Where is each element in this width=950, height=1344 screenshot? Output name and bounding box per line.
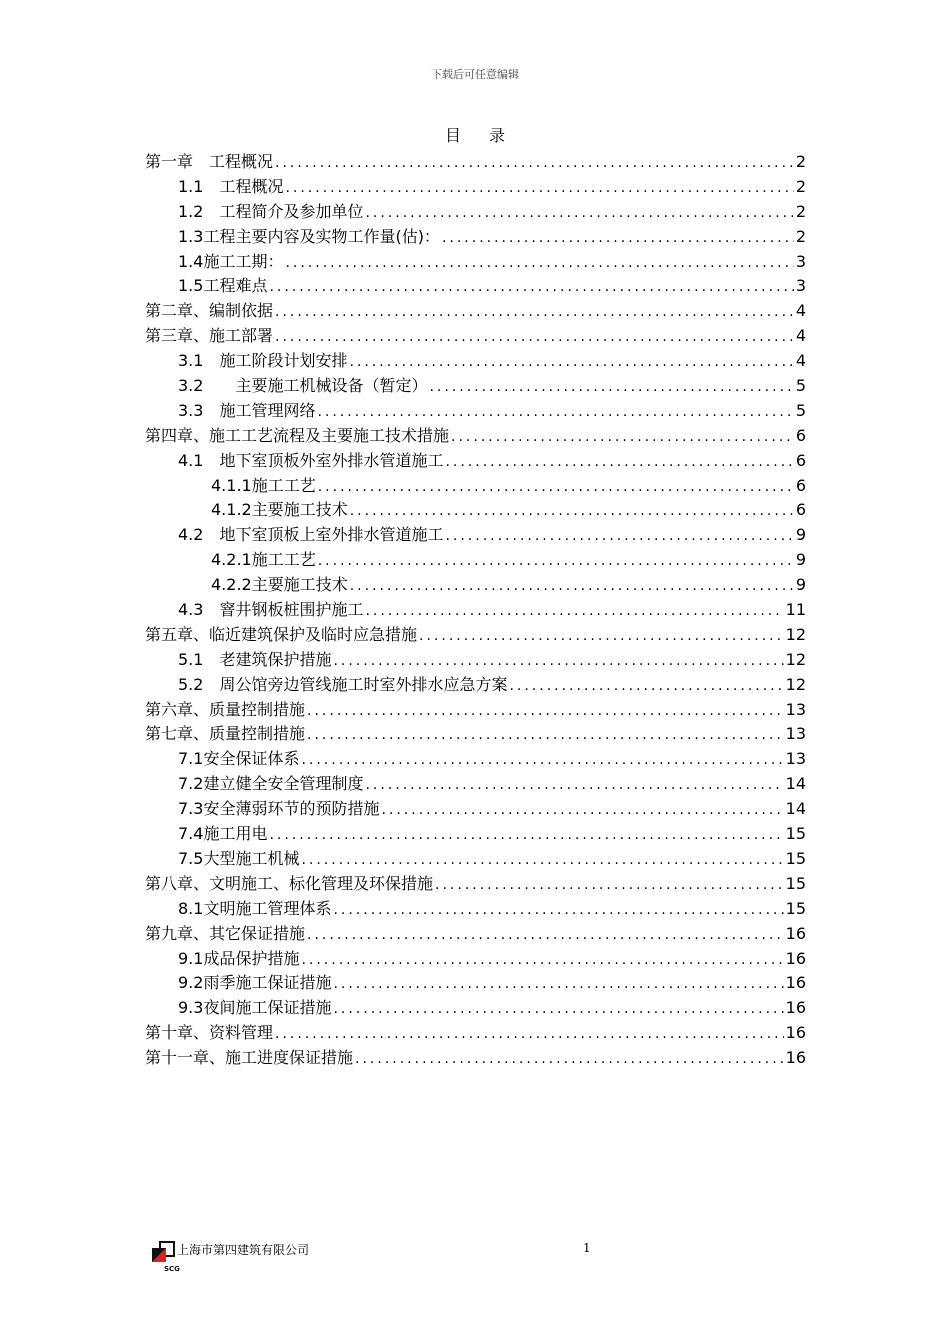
toc-entry[interactable]: [145, 598, 806, 623]
toc-entry[interactable]: [145, 822, 806, 847]
toc-entry-page: 16: [785, 948, 806, 968]
toc-entry-page: 15: [785, 848, 806, 868]
logo-text: SCG: [164, 1265, 180, 1272]
toc-leader-dots: [275, 1022, 784, 1047]
toc-leader-dots: [269, 823, 783, 848]
toc-entry-page: 9: [795, 575, 806, 595]
toc-entry-page: 16: [785, 923, 806, 943]
toc-entry-label: 第四章、施工工艺流程及主要施工技术措施: [145, 425, 450, 445]
toc-leader-dots: [301, 748, 783, 773]
toc-leader-dots: [307, 723, 784, 748]
company-name: 上海市第四建筑有限公司: [177, 1243, 310, 1257]
toc-entry-page: 3: [795, 251, 806, 271]
toc-leader-dots: [419, 624, 784, 649]
toc-entry-page: 2: [795, 201, 806, 221]
toc-entry-label: 4.2 地下室顶板上室外排水管道施工: [178, 525, 444, 545]
toc-entry-page: 2: [795, 176, 806, 196]
toc-entry-page: 5: [795, 376, 806, 396]
toc-leader-dots: [435, 873, 784, 898]
toc-entry-label: 第五章、临近建筑保护及临时应急措施: [145, 624, 418, 644]
toc-entry-label: 4.2.2主要施工技术: [211, 575, 348, 595]
toc-entry-page: 16: [785, 1023, 806, 1043]
toc-entry-page: 4: [795, 301, 806, 321]
toc-entry[interactable]: [145, 1021, 806, 1046]
toc-leader-dots: [355, 1047, 784, 1072]
toc-entry[interactable]: [145, 623, 806, 648]
toc-entry-page: 12: [785, 624, 806, 644]
toc-entry-label: 第三章、施工部署: [145, 326, 274, 346]
toc-entry-page: 5: [795, 400, 806, 420]
toc-entry-page: 15: [785, 873, 806, 893]
toc-leader-dots: [275, 300, 794, 325]
toc-entry-page: 2: [795, 152, 806, 171]
toc-entry[interactable]: [145, 722, 806, 747]
toc-entry[interactable]: [145, 922, 806, 947]
toc-leader-dots: [318, 549, 794, 574]
toc-entry-page: 13: [785, 724, 806, 744]
table-of-contents: [145, 150, 806, 1071]
toc-leader-dots: [333, 972, 783, 997]
toc-entry[interactable]: [145, 324, 806, 349]
toc-entry[interactable]: [145, 274, 806, 299]
toc-leader-dots: [318, 475, 794, 500]
toc-leader-dots: [445, 450, 793, 475]
toc-entry[interactable]: [145, 449, 806, 474]
toc-leader-dots: [333, 649, 783, 674]
toc-entry-label: 8.1文明施工管理体系: [178, 898, 332, 918]
toc-entry-label: 4.3 窨井钢板桩围护施工: [178, 600, 364, 620]
toc-title: 目录: [444, 126, 533, 145]
toc-leader-dots: [451, 425, 794, 450]
toc-entry-page: 6: [795, 475, 806, 495]
toc-leader-dots: [365, 201, 793, 226]
toc-entry[interactable]: [145, 847, 806, 872]
toc-entry-label: 5.1 老建筑保护措施: [178, 649, 332, 669]
toc-entry-label: 第十一章、施工进度保证措施: [145, 1048, 354, 1068]
toc-entry-page: 13: [785, 749, 806, 769]
toc-entry[interactable]: [145, 175, 806, 200]
toc-entry-page: 9: [795, 525, 806, 545]
page-number: 1: [583, 1241, 591, 1255]
toc-entry[interactable]: [145, 797, 806, 822]
toc-entry[interactable]: [145, 673, 806, 698]
toc-entry-page: 11: [785, 600, 806, 620]
toc-leader-dots: [285, 176, 793, 201]
toc-entry-label: 第一章 工程概况: [145, 152, 274, 171]
toc-entry[interactable]: [145, 548, 806, 573]
toc-leader-dots: [349, 350, 793, 375]
toc-entry[interactable]: [145, 872, 806, 897]
toc-entry-page: 16: [785, 1048, 806, 1068]
toc-entry-label: 9.1成品保护措施: [178, 948, 300, 968]
toc-entry-label: 9.3夜间施工保证措施: [178, 998, 332, 1018]
toc-leader-dots: [307, 923, 784, 948]
toc-entry-page: 15: [785, 898, 806, 918]
toc-entry[interactable]: [145, 498, 806, 523]
toc-entry[interactable]: [145, 374, 806, 399]
toc-entry-page: 4: [795, 351, 806, 371]
toc-entry-page: 6: [795, 450, 806, 470]
toc-leader-dots: [429, 375, 793, 400]
toc-leader-dots: [275, 151, 794, 176]
toc-entry-label: 9.2雨季施工保证措施: [178, 973, 332, 993]
toc-entry-label: 7.2建立健全安全管理制度: [178, 774, 364, 794]
toc-leader-dots: [301, 948, 783, 973]
toc-leader-dots: [269, 275, 793, 300]
toc-entry-page: 16: [785, 973, 806, 993]
toc-entry[interactable]: [145, 523, 806, 548]
toc-entry-label: 3.1 施工阶段计划安排: [178, 351, 348, 371]
toc-entry[interactable]: [145, 996, 806, 1021]
toc-entry[interactable]: [145, 150, 806, 175]
toc-entry-label: 第七章、质量控制措施: [145, 724, 306, 744]
toc-entry-label: 7.4施工用电: [178, 824, 268, 844]
toc-entry[interactable]: [145, 772, 806, 797]
toc-entry-label: 4.1 地下室顶板外室外排水管道施工: [178, 450, 444, 470]
toc-leader-dots: [275, 325, 794, 350]
toc-leader-dots: [509, 674, 783, 699]
toc-leader-dots: [350, 499, 794, 524]
toc-entry-page: 12: [785, 649, 806, 669]
toc-leader-dots: [365, 599, 783, 624]
toc-entry[interactable]: [145, 698, 806, 723]
toc-entry-label: 3.2 主要施工机械设备（暂定）: [178, 376, 428, 396]
toc-leader-dots: [307, 699, 784, 724]
toc-entry[interactable]: [145, 947, 806, 972]
toc-entry-page: 4: [795, 326, 806, 346]
toc-entry-label: 第八章、文明施工、标化管理及环保措施: [145, 873, 434, 893]
toc-entry-label: 第二章、编制依据: [145, 301, 274, 321]
toc-entry-label: 7.3安全薄弱环节的预防措施: [178, 799, 380, 819]
toc-entry-label: 第六章、质量控制措施: [145, 699, 306, 719]
toc-entry-label: 1.4施工工期：: [178, 251, 284, 271]
toc-entry-label: 4.1.1施工工艺: [211, 475, 316, 495]
toc-leader-dots: [381, 798, 783, 823]
toc-entry-page: 3: [795, 276, 806, 296]
toc-entry-page: 6: [795, 425, 806, 445]
toc-entry[interactable]: [145, 747, 806, 772]
toc-entry-label: 第九章、其它保证措施: [145, 923, 306, 943]
toc-entry[interactable]: [145, 299, 806, 324]
toc-entry-page: 14: [785, 774, 806, 794]
toc-entry[interactable]: [145, 399, 806, 424]
toc-entry[interactable]: [145, 200, 806, 225]
toc-entry[interactable]: [145, 424, 806, 449]
toc-entry-page: 13: [785, 699, 806, 719]
toc-entry-label: 5.2 周公馆旁边管线施工时室外排水应急方案: [178, 674, 508, 694]
toc-entry-page: 9: [795, 550, 806, 570]
toc-leader-dots: [333, 997, 783, 1022]
toc-entry[interactable]: [145, 971, 806, 996]
toc-entry-label: 1.3工程主要内容及实物工作量(估)：: [178, 226, 440, 246]
toc-entry-label: 4.1.2主要施工技术: [211, 500, 348, 520]
toc-leader-dots: [445, 524, 793, 549]
toc-entry-label: 7.5大型施工机械: [178, 848, 300, 868]
page-footer: [150, 1238, 800, 1274]
toc-leader-dots: [333, 898, 783, 923]
toc-entry-page: 16: [785, 998, 806, 1018]
toc-entry[interactable]: [145, 349, 806, 374]
toc-entry-label: 3.3 施工管理网络: [178, 400, 316, 420]
toc-entry-page: 2: [795, 226, 806, 246]
toc-leader-dots: [442, 226, 794, 251]
toc-leader-dots: [301, 848, 783, 873]
toc-entry[interactable]: [145, 897, 806, 922]
toc-entry-label: 7.1安全保证体系: [178, 749, 300, 769]
toc-entry[interactable]: [145, 250, 806, 275]
toc-leader-dots: [365, 773, 783, 798]
toc-entry[interactable]: [145, 225, 806, 250]
toc-leader-dots: [317, 400, 793, 425]
toc-entry-page: 15: [785, 824, 806, 844]
toc-leader-dots: [350, 574, 794, 599]
toc-entry-page: 14: [785, 799, 806, 819]
toc-entry[interactable]: [145, 474, 806, 499]
toc-entry-label: 4.2.1施工工艺: [211, 550, 316, 570]
toc-entry[interactable]: [145, 573, 806, 598]
toc-entry[interactable]: [145, 648, 806, 673]
toc-entry-label: 第十章、资料管理: [145, 1023, 274, 1043]
toc-entry[interactable]: [145, 1046, 806, 1071]
toc-entry-page: 12: [785, 674, 806, 694]
toc-entry-label: 1.1 工程概况: [178, 176, 284, 196]
toc-leader-dots: [285, 251, 793, 276]
toc-entry-page: 6: [795, 500, 806, 520]
toc-entry-label: 1.5工程难点: [178, 276, 268, 296]
toc-entry-label: 1.2 工程简介及参加单位: [178, 201, 364, 221]
header-note: 下载后可任意编辑: [431, 68, 519, 81]
